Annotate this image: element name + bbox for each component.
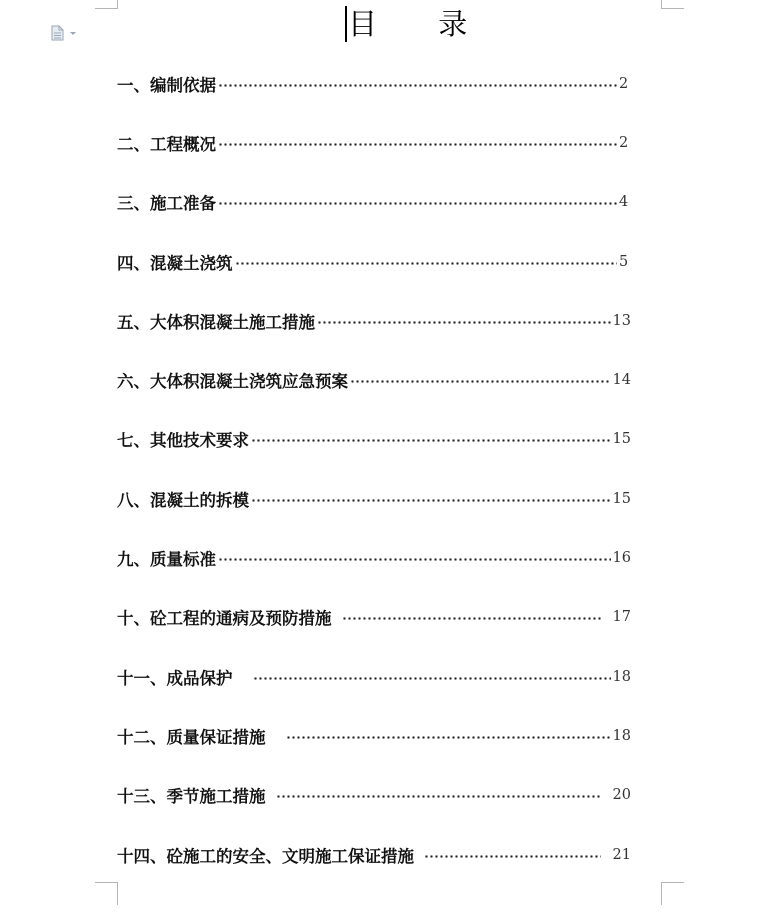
- toc-entry-page: 21: [612, 846, 631, 863]
- toc-entry-label: 十、砼工程的通病及预防措施: [117, 609, 332, 629]
- page-corner-mark: [661, 882, 684, 905]
- toc-dot-leader: [276, 786, 601, 804]
- page-corner-mark: [95, 0, 118, 9]
- toc-dot-leader: [251, 490, 611, 508]
- toc-entry-label: 六、大体积混凝土浇筑应急预案: [117, 372, 348, 392]
- toc-entry[interactable]: [117, 113, 631, 172]
- toc-entry[interactable]: [117, 410, 631, 469]
- toc-entry[interactable]: [117, 528, 631, 587]
- toc-entry-label: 八、混凝土的拆模: [117, 490, 249, 510]
- toc-entry[interactable]: [117, 825, 631, 884]
- toc-entry[interactable]: [117, 232, 631, 291]
- toc-dot-leader: [218, 193, 617, 211]
- toc-dot-leader: [251, 430, 611, 448]
- toc-entry-label: 五、大体积混凝土施工措施: [117, 312, 315, 332]
- toc-entry-page: 20: [612, 787, 631, 804]
- toc-entry-page: 13: [612, 312, 631, 329]
- toc-entry-page: 4: [619, 194, 629, 211]
- toc-dot-leader: [235, 253, 618, 271]
- toc-entry-label: 三、施工准备: [117, 194, 216, 214]
- toc-dot-leader: [286, 727, 611, 745]
- page-corner-mark: [95, 882, 118, 905]
- toc-entry-label: 七、其他技术要求: [117, 431, 249, 451]
- toc-entry[interactable]: [117, 647, 631, 706]
- toc-entry[interactable]: [117, 766, 631, 825]
- toc-entry-page: 16: [612, 550, 631, 567]
- toc-dot-leader: [253, 668, 611, 686]
- toc-entry-page: 5: [619, 253, 629, 270]
- toc-dot-leader: [424, 846, 601, 864]
- toc-entry-label: 十一、成品保护: [117, 668, 233, 688]
- toc-entry-label: 四、混凝土浇筑: [117, 253, 233, 273]
- toc-title: 目 录: [348, 7, 494, 41]
- toc-entry-label: 二、工程概况: [117, 134, 216, 154]
- toc-entry-page: 2: [619, 134, 629, 151]
- toc-entry-label: 九、质量标准: [117, 550, 216, 570]
- toc-entry-page: 17: [612, 609, 631, 626]
- toc-dot-leader: [218, 549, 611, 567]
- toc-entry-page: 18: [612, 727, 631, 744]
- toc-entry-page: 15: [612, 431, 631, 448]
- toc-entry-label: 十四、砼施工的安全、文明施工保证措施: [117, 846, 414, 866]
- toc-entry-page: 2: [619, 75, 629, 92]
- toc-entry-page: 18: [612, 668, 631, 685]
- toc-entry-label: 十二、质量保证措施: [117, 727, 266, 747]
- toc-entry[interactable]: [117, 291, 631, 350]
- toc-entry[interactable]: [117, 706, 631, 765]
- toc-entry[interactable]: [117, 54, 631, 113]
- toc-entry-label: 一、编制依据: [117, 75, 216, 95]
- toc-entry[interactable]: [117, 350, 631, 409]
- toc-entry[interactable]: [117, 588, 631, 647]
- toc-entry[interactable]: [117, 173, 631, 232]
- table-of-contents: [117, 54, 631, 884]
- document-dropdown-icon[interactable]: [51, 25, 79, 41]
- toc-dot-leader: [218, 75, 617, 93]
- toc-entry-page: 14: [612, 372, 631, 389]
- toc-entry[interactable]: [117, 469, 631, 528]
- toc-dot-leader: [342, 608, 601, 626]
- toc-dot-leader: [350, 371, 611, 389]
- toc-dot-leader: [317, 312, 611, 330]
- toc-entry-label: 十三、季节施工措施: [117, 787, 266, 807]
- page-corner-mark: [661, 0, 684, 9]
- toc-entry-page: 15: [612, 490, 631, 507]
- toc-dot-leader: [218, 134, 617, 152]
- text-cursor: [345, 6, 347, 42]
